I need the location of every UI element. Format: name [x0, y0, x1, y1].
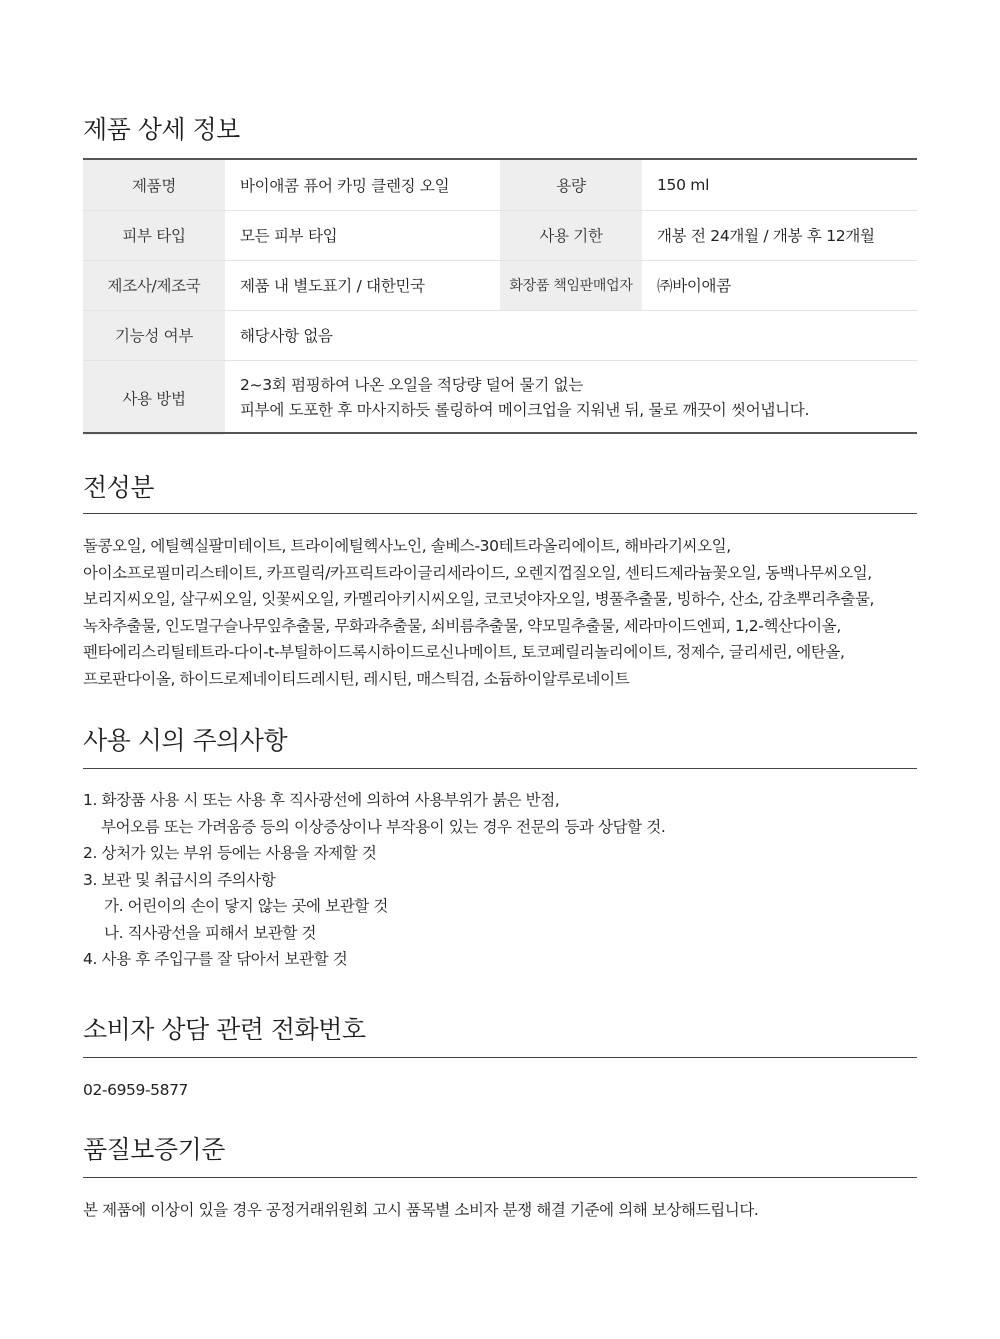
product-info-title: 제품 상세 정보 — [83, 115, 240, 144]
label-expiry: 사용 기한 — [500, 210, 642, 260]
label-skin-type: 피부 타입 — [83, 210, 225, 260]
precaution-item: 2. 상처가 있는 부위 등에는 사용을 자제할 것 — [83, 844, 377, 862]
label-usage: 사용 방법 — [83, 360, 225, 435]
precautions-list — [83, 787, 665, 973]
contact-phone: 02-6959-5877 — [83, 1081, 189, 1099]
ingredients-line: 프로판다이올, 하이드로제네이티드레시틴, 레시틴, 매스틱검, 소듐하이알루로네이트 — [83, 669, 630, 688]
precaution-item: 3. 보관 및 취급시의 주의사항 — [83, 870, 276, 889]
ingredients-title: 전성분 — [83, 473, 154, 502]
ingredients-line: 녹차추출물, 인도멀구슬나무잎추출물, 무화과추출물, 쇠비름추출물, 약모밀추출물, 세라마이드엔피, 1,2-헥산다이올, — [83, 616, 841, 635]
quality-rule — [83, 1177, 917, 1178]
precaution-item: 나. 직사광선을 피해서 보관할 것 — [104, 923, 317, 942]
table-row — [83, 260, 917, 310]
precaution-item: 4. 사용 후 주입구를 잘 닦아서 보관할 것 — [83, 950, 348, 968]
table-row — [83, 360, 917, 435]
value-distributor: ㈜바이애콤 — [642, 260, 917, 310]
ingredients-line: 아이소프로필미리스테이트, 카프릴릭/카프릭트라이글리세라이드, 오렌지껍질오일, 센티드제라늄꽃오일, 동백나무씨오일, — [83, 563, 872, 582]
value-functional: 해당사항 없음 — [225, 310, 917, 360]
label-product-name: 제품명 — [83, 160, 225, 210]
label-volume: 용량 — [500, 160, 642, 210]
value-volume: 150 ml — [642, 160, 917, 210]
quality-title: 품질보증기준 — [83, 1135, 225, 1164]
precaution-item: 가. 어린이의 손이 닿지 않는 곳에 보관할 것 — [104, 897, 388, 915]
precaution-item: 1. 화장품 사용 시 또는 사용 후 직사광선에 의하여 사용부위가 붉은 반점, — [83, 791, 560, 809]
product-info-bottom-rule — [83, 432, 917, 434]
usage-line: 피부에 도포한 후 마사지하듯 롤링하여 메이크업을 지워낸 뒤, 물로 깨끗이 씻어냅니다. — [240, 400, 810, 419]
value-expiry: 개봉 전 24개월 / 개봉 후 12개월 — [642, 210, 917, 260]
table-row — [83, 210, 917, 260]
product-info-table — [83, 160, 917, 435]
quality-text: 본 제품에 이상이 있을 경우 공정거래위원회 고시 품목별 소비자 분쟁 해결 기준에 의해 보상해드립니다. — [83, 1201, 759, 1219]
usage-line: 2~3회 펌핑하여 나온 오일을 적당량 덜어 물기 없는 — [240, 375, 583, 394]
value-skin-type: 모든 피부 타입 — [225, 210, 500, 260]
ingredients-rule — [83, 513, 917, 514]
contact-title: 소비자 상담 관련 전화번호 — [83, 1015, 366, 1044]
table-row — [83, 310, 917, 360]
value-manufacturer: 제품 내 별도표기 / 대한민국 — [225, 260, 500, 310]
value-product-name: 바이애콤 퓨어 카밍 클렌징 오일 — [225, 160, 500, 210]
label-distributor: 화장품 책임판매업자 — [500, 260, 642, 310]
ingredients-list — [83, 533, 874, 692]
contact-rule — [83, 1057, 917, 1058]
precaution-item: 부어오름 또는 가려움증 등의 이상증상이나 부작용이 있는 경우 전문의 등과 상담할 것. — [101, 817, 666, 836]
precautions-rule — [83, 768, 917, 769]
value-usage — [225, 360, 917, 435]
precautions-title: 사용 시의 주의사항 — [83, 726, 288, 755]
ingredients-line: 보리지씨오일, 살구씨오일, 잇꽃씨오일, 카멜리아키시씨오일, 코코넛야자오일, 병풀추출물, 빙하수, 산소, 감초뿌리추출물, — [83, 590, 875, 608]
table-row — [83, 160, 917, 210]
ingredients-line: 돌콩오일, 에틸헥실팔미테이트, 트라이에틸헥사노인, 솔베스-30테트라올리에이트, 해바라기씨오일, — [83, 537, 731, 555]
ingredients-line: 펜타에리스리틸테트라-다이-t-부틸하이드록시하이드로신나메이트, 토코페릴리놀리에이트, 정제수, 글리세린, 에탄올, — [83, 643, 845, 661]
label-manufacturer: 제조사/제조국 — [83, 260, 225, 310]
label-functional: 기능성 여부 — [83, 310, 225, 360]
